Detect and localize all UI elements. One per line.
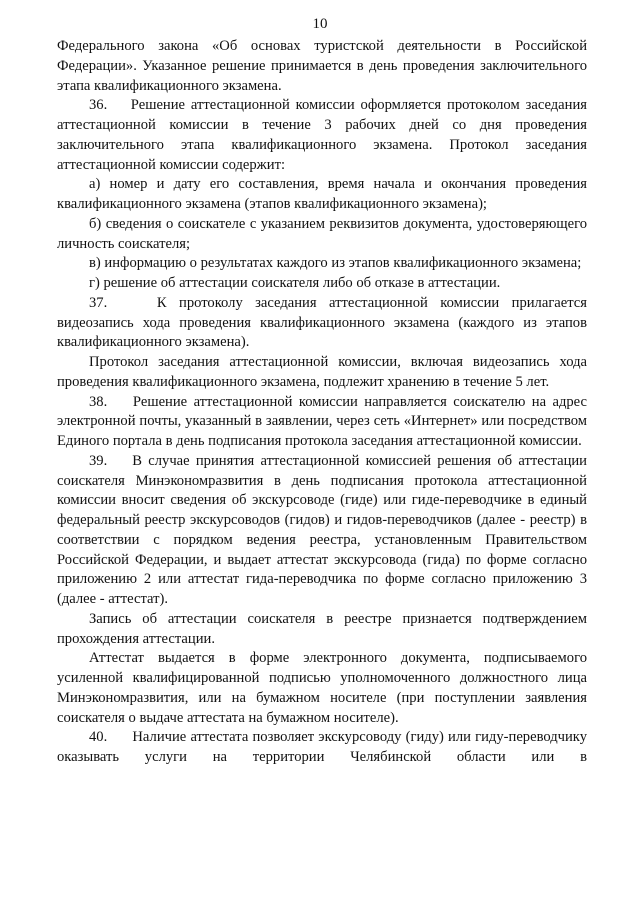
list-item-g: г) решение об аттестации соискателя либо об отказе в аттестации. xyxy=(89,275,501,291)
list-item-v: в) информацию о результатах каждого из этапов квалификационного экзамена; xyxy=(89,255,582,272)
paragraph-intro-continuation: Федерального закона «Об основах туристской деятельности в Российской Федерации». Указанное решение принимается в день проведения заключительного этапа квалификационного экзамена. xyxy=(57,38,587,94)
paragraph-38: 38. Решение аттестационной комиссии направляется соискателю на адрес электронной почты, указанный в заявлении, через сеть «Интернет» или посредством Единого портала в день подписания протокола заседания аттестационной комиссии. xyxy=(57,393,587,449)
paragraph-39-registry: Запись об аттестации соискателя в реестре признается подтверждением прохождения аттестации. xyxy=(57,610,587,647)
paragraph-36: 36. Решение аттестационной комиссии оформляется протоколом заседания аттестационной комиссии в течение 3 рабочих дней со дня проведения заключительного этапа квалификационного экзамена. Протокол заседания аттестационной комиссии содержит: xyxy=(57,97,587,173)
paragraph-37-storage: Протокол заседания аттестационной комиссии, включая видеозапись хода проведения квалификационного экзамена, подлежит хранению в течение 5 лет. xyxy=(57,354,587,390)
paragraph-39: 39. В случае принятия аттестационной комиссией решения об аттестации соискателя Минэкономразвития в день подписания протокола аттестационной комиссии вносит сведения об экскурсоводе (гиде) или гиде-переводчике в единый федеральный реестр экскурсоводов (гидов) и гидов-переводчиков (далее - реестр) в соответствии с порядком ведения реестра, установленным Правительством Российской Федерации, и выдает аттестат экскурсовода (гида) по форме согласно приложению 2 или аттестат гида-переводчика по форме согласно приложению 3 (далее - аттестат). xyxy=(57,452,587,607)
paragraph-40: 40. Наличие аттестата позволяет экскурсоводу (гиду) или гиду-переводчику оказывать услуги на территории Челябинской области или в xyxy=(57,729,587,765)
list-item-b: б) сведения о соискателе с указанием реквизитов документа, удостоверяющего личность соискателя; xyxy=(57,215,587,252)
paragraph-39-certificate: Аттестат выдается в форме электронного документа, подписываемого усиленной квалифицированной подписью уполномоченного должностного лица Минэкономразвития, или на бумажном носителе (при поступлении заявления соискателя о выдаче аттестата на бумажном носителе). xyxy=(57,650,587,726)
list-item-a: а) номер и дату его составления, время начала и окончания проведения квалификационного экзамена (этапов квалификационного экзамена); xyxy=(57,176,587,212)
page-number: 10 xyxy=(312,16,328,32)
document-body xyxy=(57,37,587,768)
paragraph-37: 37. К протоколу заседания аттестационной комиссии прилагается видеозапись хода проведения квалификационного экзамена (каждого из этапов квалификационного экзамена). xyxy=(57,294,587,351)
